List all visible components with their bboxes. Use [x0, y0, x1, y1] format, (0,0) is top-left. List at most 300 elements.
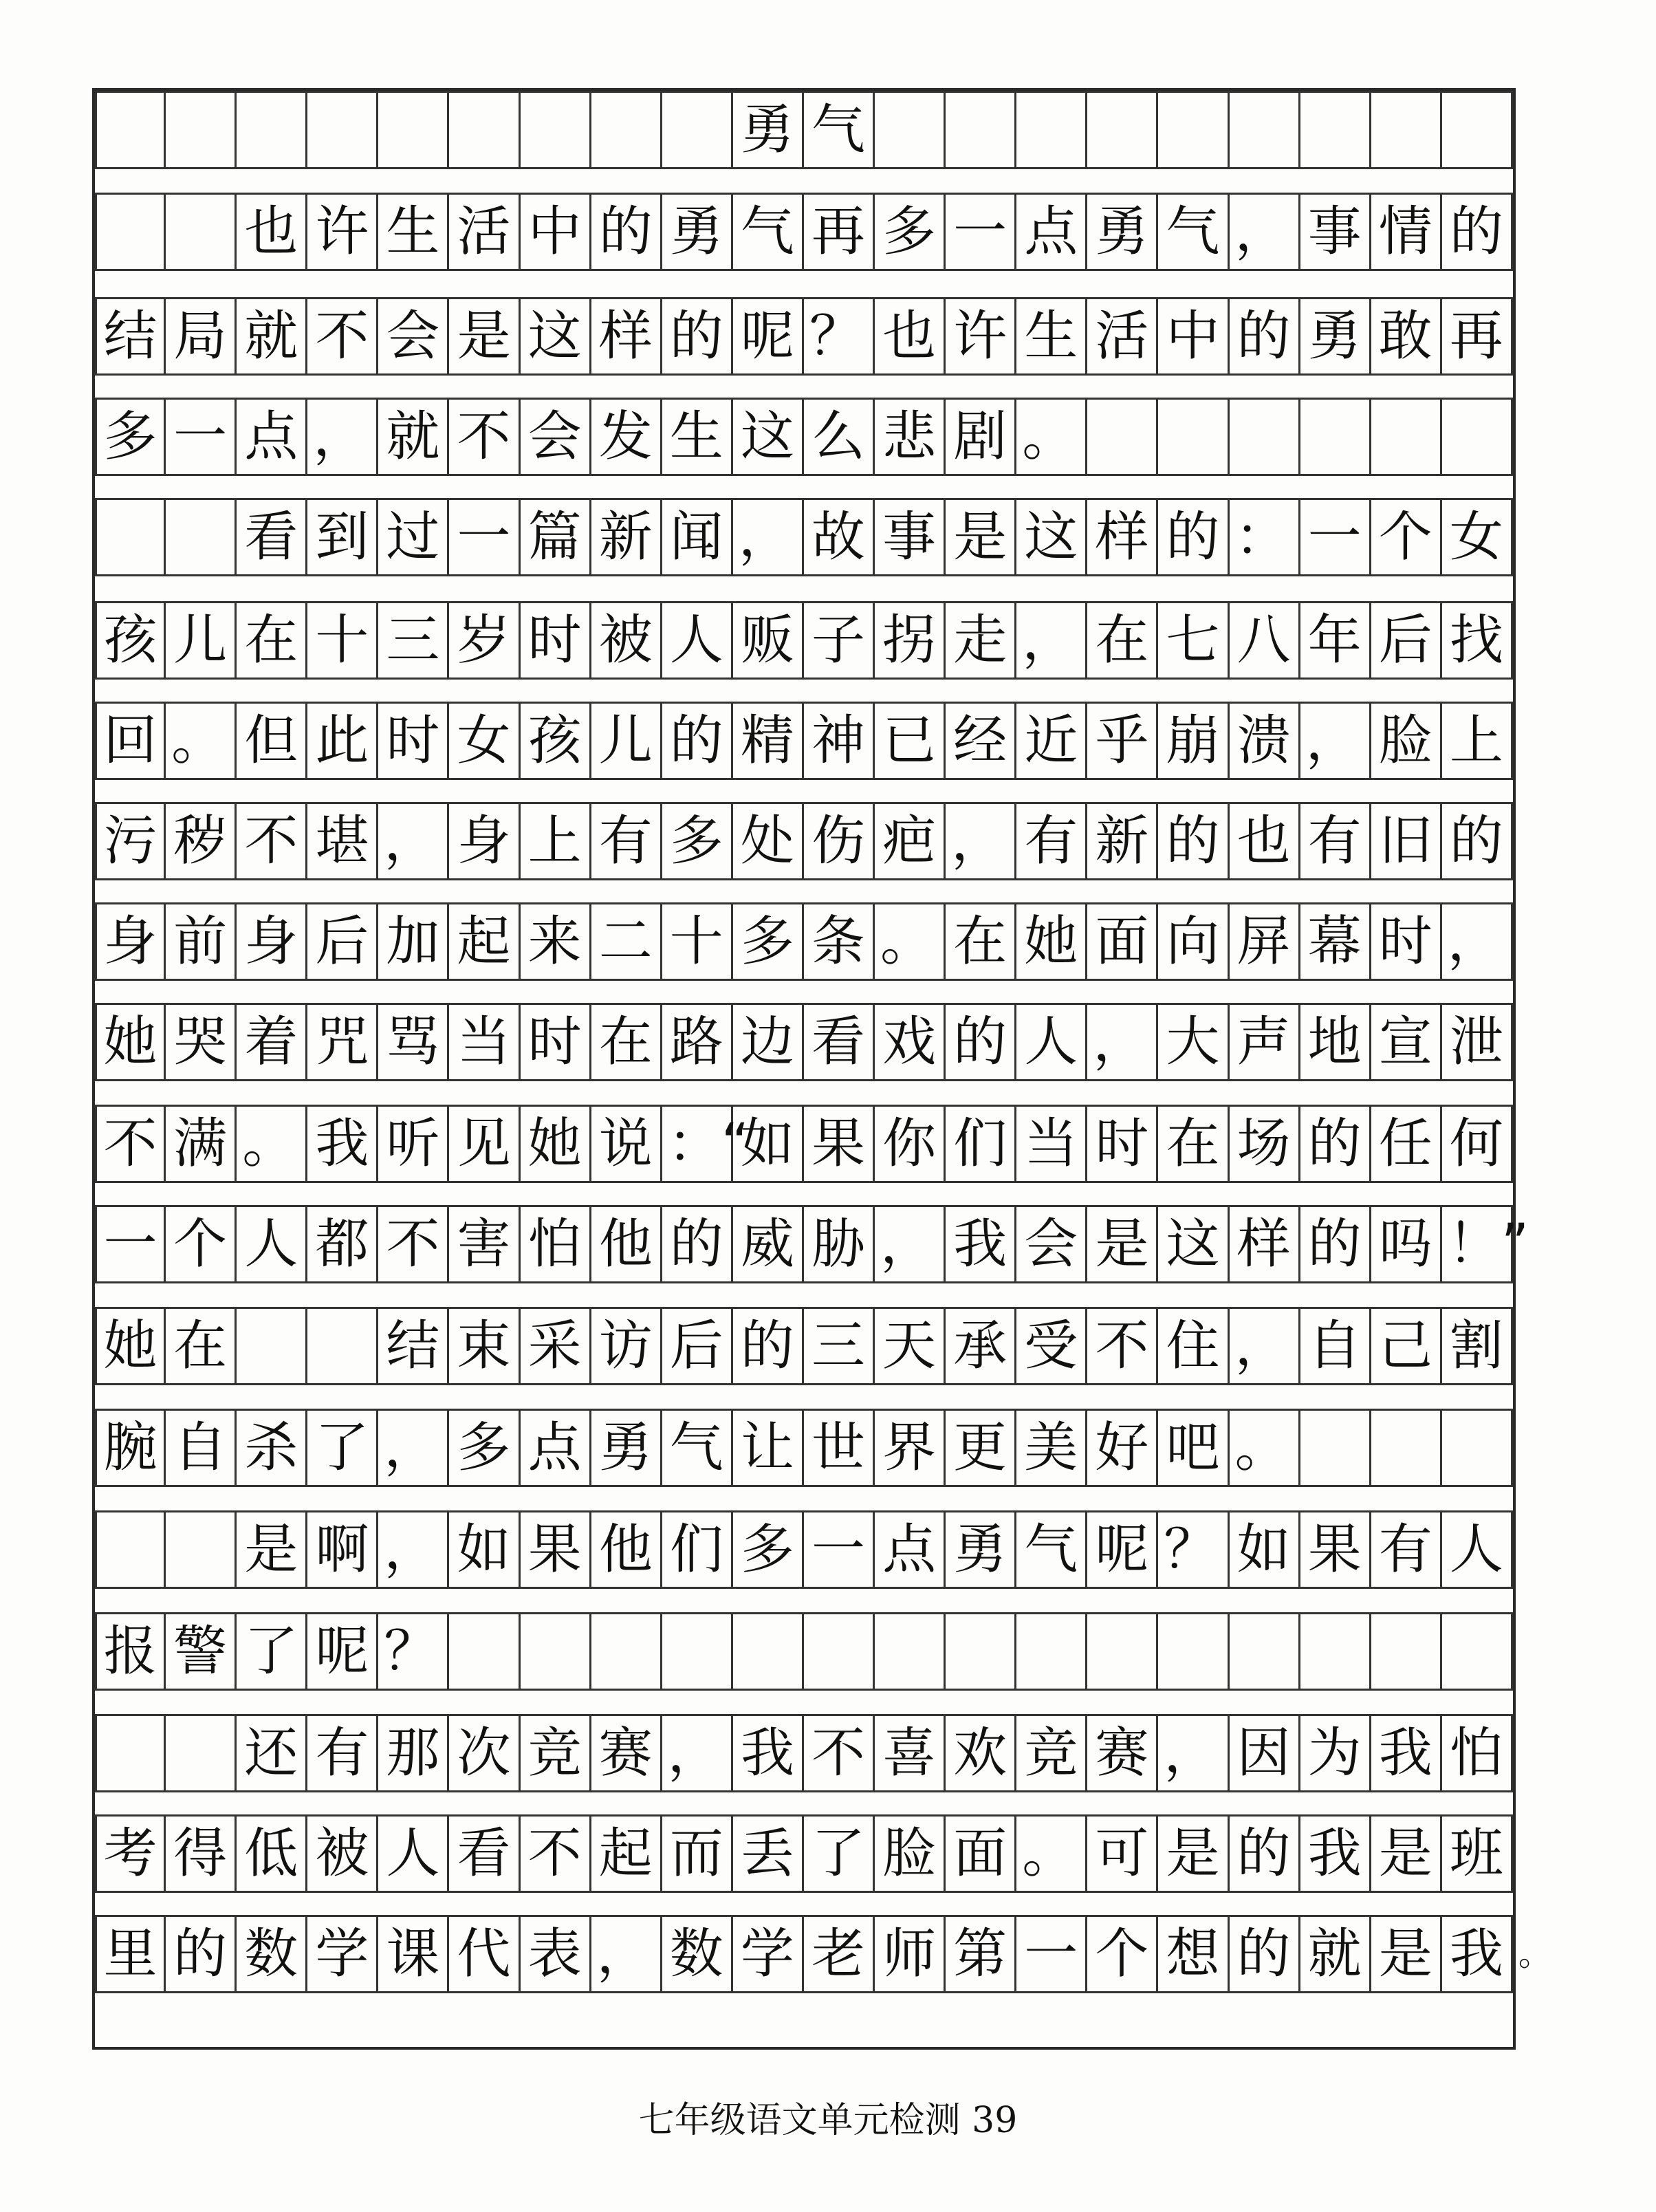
grid-cell: 的 [591, 195, 662, 269]
grid-cell: 儿 [166, 603, 237, 677]
grid-cell: 儿 [591, 704, 662, 778]
grid-cell: 活 [449, 195, 520, 269]
grid-cell: 班 [1442, 1817, 1513, 1891]
grid-cell: 生 [378, 195, 449, 269]
grid-cell: 点 [237, 400, 307, 474]
grid-cell: 在 [946, 904, 1016, 979]
grid-row [95, 297, 1513, 376]
grid-cell: 十 [662, 904, 733, 979]
grid-cell: 的 [1230, 1817, 1300, 1891]
grid-cell: 她 [1016, 904, 1087, 979]
grid-cell: 条 [804, 904, 875, 979]
grid-cell: 报 [95, 1614, 166, 1689]
grid-cell [1300, 93, 1371, 167]
grid-cell: 多 [875, 195, 946, 269]
grid-cell: 天 [875, 1309, 946, 1383]
grid-cell: 走 [946, 603, 1016, 677]
grid-cell: 看 [449, 1817, 520, 1891]
grid-cell [237, 93, 307, 167]
grid-cell: 点 [1016, 195, 1087, 269]
grid-cell [591, 93, 662, 167]
grid-cell: 听 [378, 1107, 449, 1181]
grid-cell: 是 [237, 1512, 307, 1587]
grid-cell: 他 [591, 1512, 662, 1587]
grid-cell [307, 1309, 378, 1383]
grid-cell: 加 [378, 904, 449, 979]
grid-cell: 的 [1230, 1917, 1300, 1991]
grid-cell: 想 [1158, 1917, 1229, 1991]
grid-cell [1300, 1411, 1371, 1485]
grid-cell: 的 [1230, 299, 1300, 373]
grid-cell: 场 [1230, 1107, 1300, 1181]
grid-cell: 的 [1158, 500, 1229, 574]
grid-cell: 但 [237, 704, 307, 778]
grid-cell: 我 [1442, 1917, 1513, 1991]
grid-cell: 还 [237, 1716, 307, 1790]
grid-cell: 人 [1016, 1005, 1087, 1079]
grid-cell: 找 [1442, 603, 1513, 677]
grid-cell: 面 [946, 1817, 1016, 1891]
grid-cell: 情 [1371, 195, 1442, 269]
grid-cell: 怕 [1442, 1716, 1513, 1790]
grid-cell: 会 [378, 299, 449, 373]
grid-cell: 第 [946, 1917, 1016, 1991]
grid-cell: 们 [662, 1512, 733, 1587]
grid-cell: 后 [1371, 603, 1442, 677]
grid-cell: 局 [166, 299, 237, 373]
grid-cell: ， [875, 1207, 946, 1281]
grid-row [95, 1814, 1513, 1893]
grid-cell: ： [1230, 500, 1300, 574]
grid-cell: 后 [307, 904, 378, 979]
grid-cell: 访 [591, 1309, 662, 1383]
grid-cell: 十 [307, 603, 378, 677]
grid-cell: 年 [1300, 603, 1371, 677]
grid-cell: 被 [591, 603, 662, 677]
grid-row [95, 1003, 1513, 1081]
grid-cell: 此 [307, 704, 378, 778]
grid-cell: 的 [946, 1005, 1016, 1079]
grid-cell: 更 [946, 1411, 1016, 1485]
grid-cell: 三 [804, 1309, 875, 1383]
grid-cell: 好 [1087, 1411, 1158, 1485]
grid-cell: 乎 [1087, 704, 1158, 778]
grid-cell [1371, 1614, 1442, 1689]
grid-cell: 闻 [662, 500, 733, 574]
grid-cell: 路 [662, 1005, 733, 1079]
grid-cell: 个 [1087, 1917, 1158, 1991]
grid-cell: ， [1016, 603, 1087, 677]
grid-cell: 起 [449, 904, 520, 979]
grid-cell: 被 [307, 1817, 378, 1891]
grid-cell: 堪 [307, 804, 378, 878]
grid-cell: 气 [1158, 195, 1229, 269]
grid-cell: 当 [1016, 1107, 1087, 1181]
grid-cell [1016, 1614, 1087, 1689]
grid-cell: 人 [378, 1817, 449, 1891]
grid-cell: 考 [95, 1817, 166, 1891]
grid-cell: 在 [591, 1005, 662, 1079]
grid-cell [875, 93, 946, 167]
grid-cell: 看 [804, 1005, 875, 1079]
grid-cell: 女 [1442, 500, 1513, 574]
grid-cell [1158, 93, 1229, 167]
grid-cell: 时 [1371, 904, 1442, 979]
grid-cell: 就 [378, 400, 449, 474]
grid-cell: 也 [237, 195, 307, 269]
grid-cell: 多 [95, 400, 166, 474]
grid-cell: 宣 [1371, 1005, 1442, 1079]
grid-cell: 有 [1300, 804, 1371, 878]
grid-cell: 上 [521, 804, 591, 878]
grid-cell: 她 [521, 1107, 591, 1181]
grid-cell: 有 [591, 804, 662, 878]
grid-cell: 果 [804, 1107, 875, 1181]
grid-cell: 次 [449, 1716, 520, 1790]
grid-cell: 地 [1300, 1005, 1371, 1079]
grid-cell: 了 [237, 1614, 307, 1689]
grid-cell: 在 [1087, 603, 1158, 677]
grid-cell: 的 [166, 1917, 237, 1991]
grid-cell: 看 [237, 500, 307, 574]
grid-cell: ， [378, 1512, 449, 1587]
grid-cell: 伤 [804, 804, 875, 878]
grid-cell [166, 1716, 237, 1790]
grid-cell: 的 [662, 704, 733, 778]
grid-cell: 戏 [875, 1005, 946, 1079]
grid-cell: 的 [662, 299, 733, 373]
grid-cell: 住 [1158, 1309, 1229, 1383]
grid-cell: 剧 [946, 400, 1016, 474]
grid-cell [1442, 400, 1513, 474]
grid-cell: 面 [1087, 904, 1158, 979]
grid-cell: 幕 [1300, 904, 1371, 979]
grid-cell [1442, 1614, 1513, 1689]
grid-cell: ， [1300, 704, 1371, 778]
grid-cell: 精 [733, 704, 804, 778]
grid-cell: 发 [591, 400, 662, 474]
grid-cell: 丢 [733, 1817, 804, 1891]
grid-cell: 吧 [1158, 1411, 1229, 1485]
grid-cell: 孩 [95, 603, 166, 677]
grid-cell: 我 [733, 1716, 804, 1790]
grid-cell: 。 [1016, 1817, 1087, 1891]
grid-cell [1087, 93, 1158, 167]
grid-cell: ？ [1158, 1512, 1229, 1587]
grid-cell [1087, 1614, 1158, 1689]
grid-cell: ？ [378, 1614, 449, 1689]
grid-cell: 事 [875, 500, 946, 574]
grid-cell: 勇 [1300, 299, 1371, 373]
grid-cell: 是 [1158, 1817, 1229, 1891]
grid-cell: 许 [307, 195, 378, 269]
grid-cell: 气 [1016, 1512, 1087, 1587]
grid-cell: 欢 [946, 1716, 1016, 1790]
grid-cell: 时 [521, 603, 591, 677]
grid-cell [166, 93, 237, 167]
grid-row [95, 601, 1513, 680]
grid-cell: 师 [875, 1917, 946, 1991]
grid-cell: 见 [449, 1107, 520, 1181]
grid-cell [1442, 1411, 1513, 1485]
grid-cell: 自 [166, 1411, 237, 1485]
grid-cell: 界 [875, 1411, 946, 1485]
grid-cell: 边 [733, 1005, 804, 1079]
grid-cell: 有 [307, 1716, 378, 1790]
grid-cell: 声 [1230, 1005, 1300, 1079]
grid-cell: 世 [804, 1411, 875, 1485]
grid-cell: 是 [1371, 1817, 1442, 1891]
grid-cell [1016, 93, 1087, 167]
grid-cell: 这 [1016, 500, 1087, 574]
grid-cell: 新 [1087, 804, 1158, 878]
grid-cell: 身 [95, 904, 166, 979]
grid-cell: 二 [591, 904, 662, 979]
grid-cell: 生 [1016, 299, 1087, 373]
grid-cell: 秽 [166, 804, 237, 878]
grid-cell [521, 93, 591, 167]
grid-cell: ！” [1442, 1207, 1513, 1281]
grid-cell: 敢 [1371, 299, 1442, 373]
grid-cell: 勇 [591, 1411, 662, 1485]
grid-cell: 上 [1442, 704, 1513, 778]
grid-cell: 。 [237, 1107, 307, 1181]
grid-cell: 个 [166, 1207, 237, 1281]
grid-cell: 采 [521, 1309, 591, 1383]
grid-cell: ：“ [662, 1107, 733, 1181]
grid-cell: 呢 [1087, 1512, 1158, 1587]
grid-row [95, 1409, 1513, 1487]
grid-cell [95, 1512, 166, 1587]
grid-cell: 人 [662, 603, 733, 677]
grid-cell: 说 [591, 1107, 662, 1181]
grid-cell: 样 [1230, 1207, 1300, 1281]
grid-row [95, 1307, 1513, 1385]
grid-cell: 活 [1087, 299, 1158, 373]
grid-cell: 样 [1087, 500, 1158, 574]
grid-cell [1300, 1614, 1371, 1689]
grid-cell: 贩 [733, 603, 804, 677]
grid-row [95, 702, 1513, 780]
grid-cell: 们 [946, 1107, 1016, 1181]
grid-cell: 近 [1016, 704, 1087, 778]
grid-cell [449, 1614, 520, 1689]
grid-cell [237, 1309, 307, 1383]
grid-cell: 一 [166, 400, 237, 474]
grid-cell: ， [733, 500, 804, 574]
grid-cell: 。 [1016, 400, 1087, 474]
grid-cell: 果 [521, 1512, 591, 1587]
grid-cell: 任 [1371, 1107, 1442, 1181]
grid-cell: 害 [449, 1207, 520, 1281]
grid-cell: 不 [1087, 1309, 1158, 1383]
grid-cell [95, 195, 166, 269]
grid-cell: 样 [591, 299, 662, 373]
grid-cell: 时 [378, 704, 449, 778]
grid-row [95, 1105, 1513, 1183]
grid-cell: 多 [733, 904, 804, 979]
grid-cell: 不 [95, 1107, 166, 1181]
grid-cell: 已 [875, 704, 946, 778]
grid-cell: 因 [1230, 1716, 1300, 1790]
grid-cell: 为 [1300, 1716, 1371, 1790]
grid-cell: 大 [1158, 1005, 1229, 1079]
grid-cell: 我 [946, 1207, 1016, 1281]
grid-cell: 承 [946, 1309, 1016, 1383]
grid-row [95, 902, 1513, 981]
grid-cell [946, 93, 1016, 167]
grid-cell: 哭 [166, 1005, 237, 1079]
grid-cell [1230, 93, 1300, 167]
grid-cell: 身 [449, 804, 520, 878]
grid-cell: 身 [237, 904, 307, 979]
grid-row [95, 91, 1513, 169]
grid-row [95, 1915, 1551, 1993]
grid-cell: 怕 [521, 1207, 591, 1281]
grid-cell: 课 [378, 1917, 449, 1991]
grid-cell: 而 [662, 1817, 733, 1891]
grid-cell: 低 [237, 1817, 307, 1891]
page-footer: 七年级语文单元检测 39 [638, 2100, 1018, 2141]
grid-cell [662, 93, 733, 167]
grid-cell: 威 [733, 1207, 804, 1281]
grid-cell: 得 [166, 1817, 237, 1891]
grid-cell: 的 [733, 1309, 804, 1383]
grid-cell: 割 [1442, 1309, 1513, 1383]
grid-cell: 吗 [1371, 1207, 1442, 1281]
grid-cell: 如 [1230, 1512, 1300, 1587]
grid-cell: 到 [307, 500, 378, 574]
grid-cell [1371, 93, 1442, 167]
grid-cell: 当 [449, 1005, 520, 1079]
grid-cell: 学 [733, 1917, 804, 1991]
grid-cell: 代 [449, 1917, 520, 1991]
grid-cell: 不 [449, 400, 520, 474]
grid-row [95, 1510, 1513, 1589]
grid-cell [1158, 1614, 1229, 1689]
grid-cell: ， [378, 804, 449, 878]
grid-cell: 崩 [1158, 704, 1229, 778]
grid-cell: 旧 [1371, 804, 1442, 878]
grid-cell [1158, 400, 1229, 474]
grid-cell: 表 [521, 1917, 591, 1991]
grid-row [95, 193, 1513, 271]
grid-cell [166, 1512, 237, 1587]
grid-cell [95, 500, 166, 574]
grid-row [95, 1612, 1513, 1691]
grid-cell [378, 93, 449, 167]
grid-cell: 事 [1300, 195, 1371, 269]
grid-cell [166, 195, 237, 269]
grid-cell: 孩 [521, 704, 591, 778]
grid-cell: 篇 [521, 500, 591, 574]
grid-cell: 赛 [591, 1716, 662, 1790]
grid-cell: 时 [521, 1005, 591, 1079]
grid-cell: 岁 [449, 603, 520, 677]
grid-cell: 都 [307, 1207, 378, 1281]
grid-cell: 屏 [1230, 904, 1300, 979]
grid-cell: 脸 [1371, 704, 1442, 778]
grid-cell: ， [1087, 1005, 1158, 1079]
grid-cell: 。 [875, 904, 946, 979]
grid-cell [1087, 400, 1158, 474]
grid-cell: 结 [378, 1309, 449, 1383]
grid-cell: ， [1230, 1309, 1300, 1383]
grid-cell: 气 [733, 195, 804, 269]
grid-cell: 里 [95, 1917, 166, 1991]
grid-cell [95, 93, 166, 167]
grid-cell: 杀 [237, 1411, 307, 1485]
grid-cell: 不 [804, 1716, 875, 1790]
grid-cell: 向 [1158, 904, 1229, 979]
grid-cell: 让 [733, 1411, 804, 1485]
grid-cell: 会 [1016, 1207, 1087, 1281]
grid-cell: 在 [1158, 1107, 1229, 1181]
grid-cell: 勇 [662, 195, 733, 269]
grid-cell: ？ [804, 299, 875, 373]
grid-cell: 新 [591, 500, 662, 574]
grid-cell: 老 [804, 1917, 875, 1991]
grid-cell: 也 [875, 299, 946, 373]
grid-cell: 有 [1016, 804, 1087, 878]
grid-cell: 是 [1371, 1917, 1442, 1991]
grid-cell: 时 [1087, 1107, 1158, 1181]
grid-cell: 我 [1300, 1817, 1371, 1891]
grid-row [95, 1714, 1513, 1792]
grid-cell: 故 [804, 500, 875, 574]
grid-cell: 数 [237, 1917, 307, 1991]
grid-cell [591, 1614, 662, 1689]
grid-cell: 美 [1016, 1411, 1087, 1485]
grid-cell [307, 93, 378, 167]
grid-cell: ， [378, 1411, 449, 1485]
grid-cell: 的 [1442, 195, 1513, 269]
grid-cell: 点 [875, 1512, 946, 1587]
grid-cell: 赛 [1087, 1716, 1158, 1790]
grid-cell: 如 [733, 1107, 804, 1181]
grid-cell [1442, 93, 1513, 167]
grid-cell: 是 [1087, 1207, 1158, 1281]
grid-cell: 女 [449, 704, 520, 778]
grid-cell [166, 500, 237, 574]
grid-cell [1371, 1411, 1442, 1485]
grid-cell: 果 [1300, 1512, 1371, 1587]
grid-cell: 是 [449, 299, 520, 373]
grid-cell: 中 [521, 195, 591, 269]
grid-cell: 我 [307, 1107, 378, 1181]
grid-cell [804, 1614, 875, 1689]
grid-cell: ， [591, 1917, 662, 1991]
grid-cell [521, 1614, 591, 1689]
grid-cell: 生 [662, 400, 733, 474]
grid-cell: ， [946, 804, 1016, 878]
grid-cell: 。 [1230, 1411, 1300, 1485]
grid-cell [875, 1614, 946, 1689]
grid-cell: 多 [449, 1411, 520, 1485]
grid-cell: 勇 [1087, 195, 1158, 269]
grid-cell: 经 [946, 704, 1016, 778]
grid-cell: 胁 [804, 1207, 875, 1281]
grid-cell: 你 [875, 1107, 946, 1181]
grid-cell: 么 [804, 400, 875, 474]
grid-cell: 许 [946, 299, 1016, 373]
grid-cell: 三 [378, 603, 449, 677]
grid-cell: 悲 [875, 400, 946, 474]
grid-cell: 八 [1230, 603, 1300, 677]
grid-cell: 人 [237, 1207, 307, 1281]
grid-cell: 啊 [307, 1512, 378, 1587]
grid-cell: 处 [733, 804, 804, 878]
